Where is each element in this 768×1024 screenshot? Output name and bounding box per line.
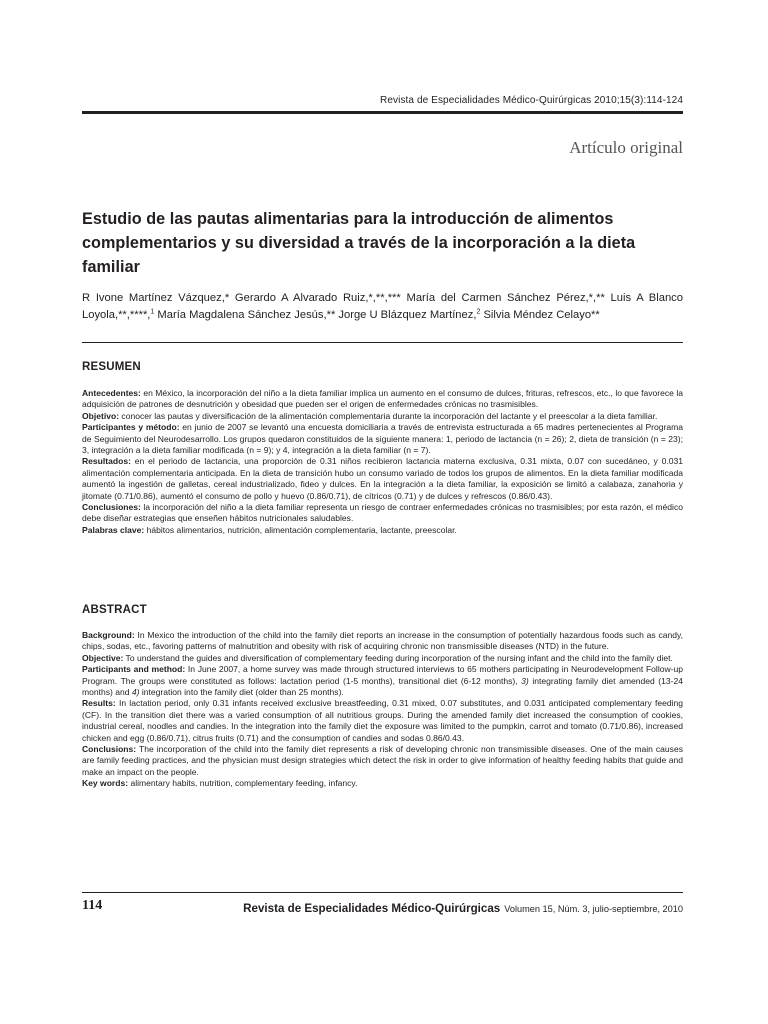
authors-rule bbox=[82, 342, 683, 343]
footer-journal bbox=[243, 899, 683, 917]
antecedentes-label: Antecedentes: bbox=[82, 388, 141, 398]
article-page bbox=[82, 0, 683, 1024]
antecedentes-text: en México, la incorporación del niño a la dieta familiar implica un aumento en el consumo de dulces, frituras, refrescos, etc., lo que favorece la adquisición de patrones de desnutrición y obesidad que pueden ser el origen de enfermedades crónicas no trasmisibles. bbox=[82, 388, 683, 410]
authors-part-1: R Ivone Martínez Vázquez,* Gerardo A Alvarado Ruiz,*,**,*** María del Carmen Sánchez Pérez,*,** Luis A Blanco Loyola,**,****, bbox=[82, 292, 683, 321]
method-text-c: integration into the family diet (older than 25 months). bbox=[139, 687, 344, 698]
metodo-label: Participantes y método: bbox=[82, 422, 180, 433]
conclusiones-text: la incorporación del niño a la dieta familiar representa un riesgo de contraer enfermedades crónicas no trasmisibles; por esta razón, el médico debe diseñar estrategias que enseñen hábitos nutricionales saludables. bbox=[82, 502, 683, 524]
background-text: In Mexico the introduction of the child into the family diet reports an increase in the consumption of potentially hazardous foods such as candy, chips, sodas, etc., favoring patterns of malnutrition and obesity with risk of acquiring chronic non transmissible diseases (NTD) in the future. bbox=[82, 630, 683, 652]
author-list bbox=[82, 290, 683, 324]
footer-journal-name: Revista de Especialidades Médico-Quirúrgicas bbox=[243, 902, 501, 915]
authors-part-2: María Magdalena Sánchez Jesús,** Jorge U Blázquez Martínez, bbox=[154, 309, 477, 321]
resumen-resultados bbox=[82, 456, 683, 502]
results-label: Results: bbox=[82, 698, 116, 709]
abstract-results bbox=[82, 698, 683, 744]
conclusions-label: Conclusions: bbox=[82, 744, 137, 755]
article-type-label: Artículo original bbox=[569, 138, 683, 157]
metodo-text: en junio de 2007 se levantó una encuesta domiciliaria a través de entrevista estructurada a 65 madres pertenecientes al Programa de Seguimiento del Neurodesarrollo. Los grupos quedaron constituidos de la siguiente manera: 1, periodo de lactancia (n = 26); 2, dieta de transición (n = 23); 3, integración a la dieta familiar modificada (n = 9); y 4, integración a la dieta familiar (n = 7). bbox=[82, 422, 684, 456]
objective-label: Objective: bbox=[82, 652, 124, 663]
method-item-4: 4) bbox=[131, 687, 140, 698]
authors-part-3: Silvia Méndez Celayo** bbox=[480, 309, 600, 321]
objetivo-label: Objetivo: bbox=[82, 410, 120, 421]
keywords-text: alimentary habits, nutrition, complementary feeding, infancy. bbox=[128, 778, 358, 789]
author-affiliation-mark-2: 2 bbox=[476, 308, 481, 316]
background-label: Background: bbox=[82, 630, 135, 640]
page-number: 114 bbox=[82, 898, 103, 913]
method-text-a: In June 2007, a home survey was made through structured interviews to 65 mothers participating in Neurodevelopment Follow-up Program. The groups were constituted as follows: lactation period (1-5 months), transitional diet (6-12 months), bbox=[82, 664, 683, 686]
method-label: Participants and method: bbox=[82, 664, 186, 675]
abstract-objective bbox=[82, 653, 683, 664]
palabras-clave-label: Palabras clave: bbox=[82, 524, 145, 535]
resultados-text: en el periodo de lactancia, una proporción de 0.31 niños recibieron lactancia materna exclusiva, 0.31 mixta, 0.07 con sucedáneo, y 0.031 alimentación complementaria anticipada. En la dieta de transición hubo un consumo variado de todos los grupos de alimentos. En la dieta familiar modificada aumentó la ingestión de galletas, cereal industrializado, fideo y dulces. En la integración a la dieta familiar, la exposición se limitó a calabaza, zanahoria y jitomate (0.71/0.86), aumentó el consumo de pollo y huevo (0.86/0.71), de cítricos (0.71) y de dulces y refrescos (0.86/0.43). bbox=[82, 456, 683, 501]
journal-citation: Revista de Especialidades Médico-Quirúrgicas 2010;15(3):114-124 bbox=[380, 95, 683, 106]
resumen-conclusiones bbox=[82, 502, 683, 525]
resultados-label: Resultados: bbox=[82, 456, 131, 467]
abstract-method bbox=[82, 664, 683, 698]
footer-rule bbox=[82, 892, 683, 893]
objetivo-text: conocer las pautas y diversificación de la alimentación complementaria durante la incorporación del lactante y el preescolar a la dieta familiar. bbox=[119, 410, 658, 421]
resumen-heading: RESUMEN bbox=[82, 361, 141, 373]
abstract-body bbox=[82, 630, 683, 790]
abstract-heading: ABSTRACT bbox=[82, 604, 147, 616]
resumen-antecedentes bbox=[82, 388, 683, 411]
conclusiones-label: Conclusiones: bbox=[82, 502, 141, 513]
header-rule bbox=[82, 111, 683, 114]
abstract-keywords bbox=[82, 778, 683, 789]
resumen-palabras-clave bbox=[82, 525, 683, 536]
abstract-conclusions bbox=[82, 744, 683, 778]
method-text-b: integrating family diet amended (13-24 months) and bbox=[82, 675, 683, 698]
method-item-3: 3) bbox=[521, 675, 529, 686]
resumen-body bbox=[82, 388, 683, 536]
palabras-clave-text: hábitos alimentarios, nutrición, alimentación complementaria, lactante, preescolar. bbox=[144, 524, 457, 535]
author-affiliation-mark-1: 1 bbox=[150, 308, 155, 316]
resumen-metodo bbox=[82, 422, 683, 456]
resumen-objetivo bbox=[82, 411, 683, 422]
conclusions-text: The incorporation of the child into the family diet represents a risk of developing chronic non transmissible diseases. One of the main causes are family feeding practices, and the physician must design strategies which detect the risk in order to give information of healthy feeding habits that guide and make an impact on the people. bbox=[82, 744, 683, 777]
objective-text: To understand the guides and diversification of complementary feeding during incorporation of the nursing infant and the child into the family diet. bbox=[123, 652, 673, 663]
abstract-background bbox=[82, 630, 683, 653]
footer-issue: Volumen 15, Núm. 3, julio-septiembre, 2010 bbox=[504, 904, 683, 914]
article-title: Estudio de las pautas alimentarias para la introducción de alimentos complementarios y su diversidad a través de la incorporación a la dieta familiar bbox=[82, 210, 636, 276]
results-text: In lactation period, only 0.31 infants received exclusive breastfeeding, 0.31 mixed, 0.07 substitutes, and 0.031 anticipated complementary feeding (CF). In the transition diet there was a varied consumption of all nutritious groups. During the amended family diet increased the consumption of cookies, industrial cereal, noodles and candies. In the integration into the family diet the exposure was limited to the pumpkin, carrot and tomato (0.71/0.86), increased chicken and egg (0.86/0.71), citrus fruits (0.71) and the consumption of candies and sodas 0.86/0.43. bbox=[82, 698, 683, 743]
keywords-label: Key words: bbox=[82, 778, 129, 789]
